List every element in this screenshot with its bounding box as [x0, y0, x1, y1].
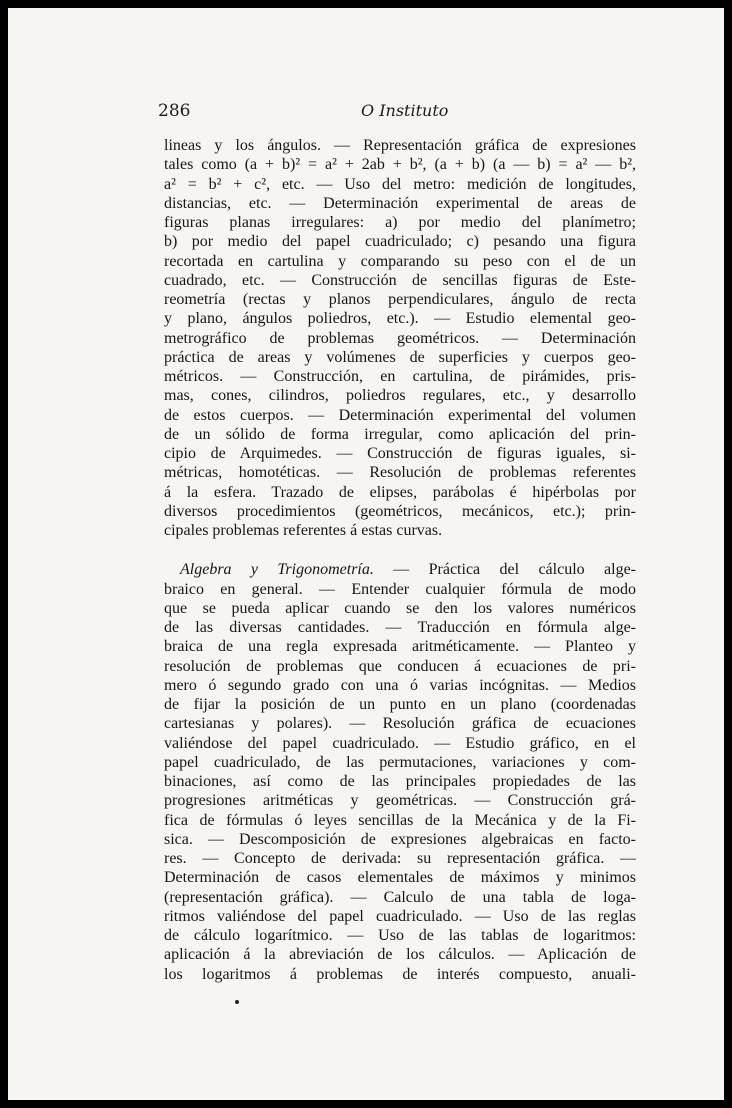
section-title: Algebra y Trigonometría.	[180, 561, 374, 579]
running-title: O Instituto	[361, 101, 449, 120]
text-line: tales como (a + b)² = a² + 2ab + b², (a + b) (a — b) = a² — b²,	[164, 156, 636, 174]
text-line: resolución de problemas que conducen á ecuaciones de pri-	[164, 657, 636, 675]
book-page	[8, 8, 724, 1100]
text-line: metrográfico de problemas geométricos. — Determinación	[164, 329, 636, 347]
text-line: binaciones, así como de las principales propiedades de las	[164, 773, 636, 790]
text-line: de las diversas cantidades. — Traducción en fórmula alge-	[164, 619, 636, 636]
text-line: lineas y los ángulos. — Representación gráfica de expresiones	[164, 137, 636, 154]
text-line: (representación gráfica). — Calculo de una tabla de loga-	[164, 888, 636, 906]
page-number: 286	[158, 101, 191, 121]
text-line: distancias, etc. — Determinación experimental de areas de	[164, 194, 636, 212]
text-line: métricos. — Construcción, en cartulina, de pirámides, pris-	[164, 368, 636, 385]
text-line: valiéndose del papel cuadriculado. — Estudio gráfico, en el	[164, 734, 636, 752]
text-line: sica. — Descomposición de expresiones algebraicas en facto-	[164, 830, 636, 848]
text-line: fica de fórmulas ó leyes sencillas de la Mecánica y de la Fi-	[164, 811, 636, 829]
paragraph-geometry	[164, 136, 636, 540]
text-line: los logaritmos á problemas de interés compuesto, anuali-	[164, 965, 636, 983]
text-line: res. — Concepto de derivada: su representación gráfica. —	[164, 850, 636, 867]
section-first-line: — Práctica del cálculo alge-	[373, 561, 636, 579]
section-heading-line	[164, 560, 636, 579]
text-line: cartesianas y polares). — Resolución gráfica de ecuaciones	[164, 715, 636, 733]
text-line: progresiones aritméticas y geométricas. — Construcción grá-	[164, 792, 636, 810]
text-line: cipio de Arquimedes. — Construcción de figuras iguales, si-	[164, 445, 636, 462]
text-line: Determinación de casos elementales de máximos y minimos	[164, 869, 636, 887]
text-line: braico en general. — Entender cualquier fórmula de modo	[164, 580, 636, 598]
body-text	[164, 136, 636, 984]
text-line: mas, cones, cilindros, poliedros regulares, etc., y desarrollo	[164, 387, 636, 405]
text-line: de fijar la posición de un punto en un plano (coordenadas	[164, 696, 636, 713]
text-line: braica de una regla expresada aritméticamente. — Planteo y	[164, 638, 636, 656]
text-line: de estos cuerpos. — Determinación experimental del volumen	[164, 406, 636, 424]
text-line: diversos procedimientos (geométricos, mecánicos, etc.); prin-	[164, 502, 636, 520]
text-line: práctica de areas y volúmenes de superficies y cuerpos geo-	[164, 348, 636, 366]
text-line: papel cuadriculado, de las permutaciones, variaciones y com-	[164, 753, 636, 771]
text-line: que se pueda aplicar cuando se den los valores numéricos	[164, 599, 636, 617]
text-line: á la esfera. Trazado de elipses, parábolas é hipérbolas por	[164, 483, 636, 501]
text-line: cipales problemas referentes á estas curvas.	[164, 522, 443, 539]
text-line: métricas, homotéticas. — Resolución de problemas referentes	[164, 464, 636, 482]
page-header	[156, 101, 636, 125]
text-line: ritmos valiéndose del papel cuadriculado. — Uso de las reglas	[164, 907, 636, 925]
text-line: aplicación á la abreviación de los cálculos. — Aplicación de	[164, 946, 636, 964]
text-line: figuras planas irregulares: a) por medio del planímetro;	[164, 214, 636, 231]
text-line: mero ó segundo grado con una ó varias incógnitas. — Medios	[164, 676, 636, 694]
paragraph-algebra	[164, 580, 636, 984]
text-line: recortada en cartulina y comparando su peso con el de un	[164, 252, 636, 270]
ink-speck	[235, 1000, 239, 1004]
text-line: de un sólido de forma irregular, como aplicación del prin-	[164, 425, 636, 443]
text-line: b) por medio del papel cuadriculado; c) pesando una figura	[164, 233, 636, 251]
text-line: de cálculo logarítmico. — Uso de las tablas de logaritmos:	[164, 927, 636, 944]
text-line: reometría (rectas y planos perpendiculares, ángulo de recta	[164, 291, 636, 308]
text-line: cuadrado, etc. — Construcción de sencillas figuras de Este-	[164, 271, 636, 289]
text-line: y plano, ángulos poliedros, etc.). — Estudio elemental geo-	[164, 310, 636, 328]
text-line: a² = b² + c², etc. — Uso del metro: medición de longitudes,	[164, 175, 636, 193]
